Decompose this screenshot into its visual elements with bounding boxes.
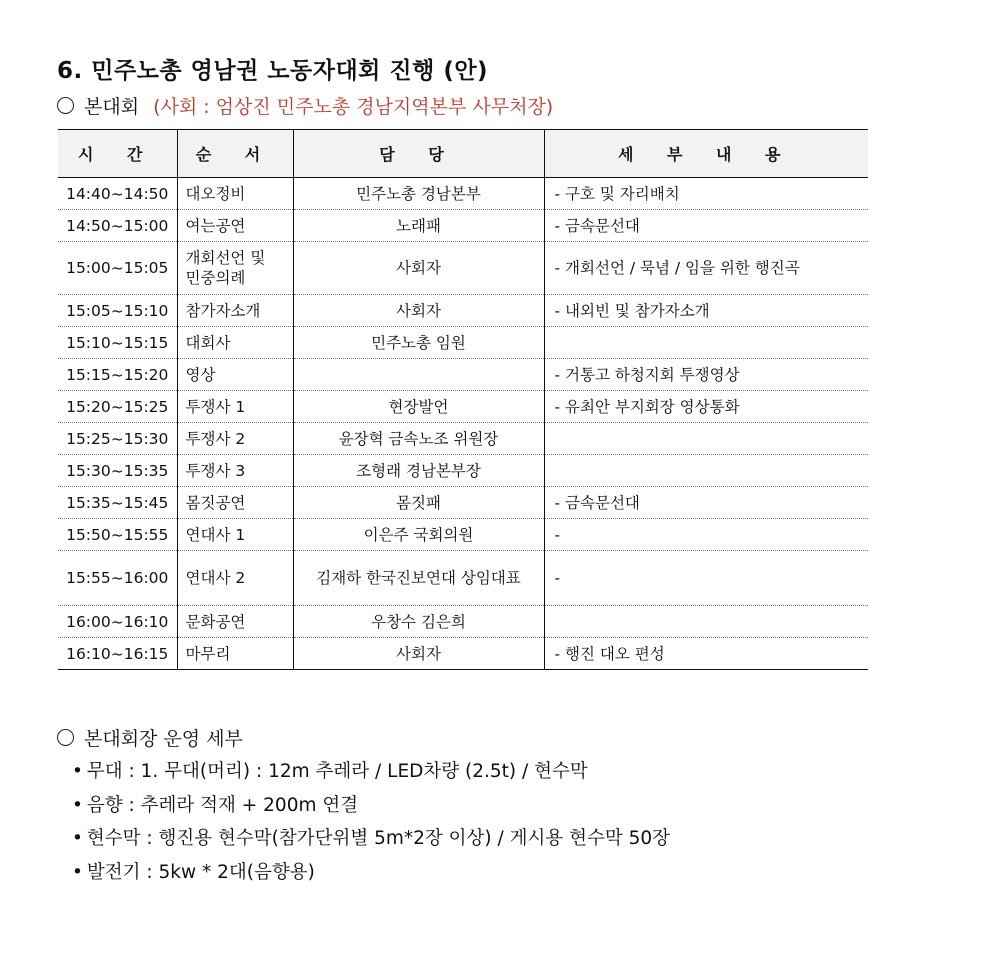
table-row [58,551,868,606]
header-time: 시 간 [58,130,177,178]
table-row [58,327,868,359]
table-row [58,487,868,519]
circle-bullet-icon [57,97,74,114]
list-item-text: 현수막 : 행진용 현수막(참가단위별 5m*2장 이상) / 게시용 현수막 50장 [86,828,671,849]
schedule-table [58,129,868,670]
cell-order: 개회선언 및 민중의례 [177,242,293,295]
bullet-icon: • [72,794,83,816]
header-detail: 세 부 내 용 [544,130,868,178]
cell-detail [544,606,868,638]
cell-person [293,359,544,391]
cell-time: 15:15~15:20 [58,359,177,391]
cell-order: 투쟁사 1 [177,391,293,423]
table-row [58,242,868,295]
cell-time: 15:00~15:05 [58,242,177,295]
page-title: 6. 민주노총 영남권 노동자대회 진행 (안) [57,58,489,84]
cell-detail [544,327,868,359]
cell-detail: - 구호 및 자리배치 [544,178,868,210]
cell-time: 15:35~15:45 [58,487,177,519]
operations-heading [57,724,243,751]
list-item [72,822,670,856]
cell-detail: - 개회선언 / 묵념 / 임을 위한 행진곡 [544,242,868,295]
cell-detail: - 행진 대오 편성 [544,638,868,670]
cell-detail [544,423,868,455]
cell-person: 사회자 [293,242,544,295]
cell-time: 15:55~16:00 [58,551,177,606]
cell-order: 대오정비 [177,178,293,210]
operations-label: 본대회장 운영 세부 [84,728,243,750]
table-row [58,606,868,638]
table-row [58,519,868,551]
cell-detail: - 금속문선대 [544,487,868,519]
cell-time: 15:05~15:10 [58,295,177,327]
table-row [58,178,868,210]
list-item-text: 발전기 : 5kw * 2대(음향용) [86,861,315,883]
list-item [72,789,670,823]
cell-time: 15:25~15:30 [58,423,177,455]
table-row [58,638,868,670]
table-row [58,455,868,487]
table-row [58,210,868,242]
cell-time: 15:10~15:15 [58,327,177,359]
cell-order: 연대사 2 [177,551,293,606]
cell-detail: - [544,519,868,551]
cell-detail: - 내외빈 및 참가자소개 [544,295,868,327]
cell-person: 이은주 국회의원 [293,519,544,551]
cell-person: 현장발언 [293,391,544,423]
header-person: 담 당 [293,130,544,178]
cell-time: 14:40~14:50 [58,178,177,210]
list-item-text: 무대 : 1. 무대(머리) : 12m 추레라 / LED차량 (2.5t) / 현수막 [86,761,588,782]
cell-person: 노래패 [293,210,544,242]
cell-person: 김재하 한국진보연대 상임대표 [293,551,544,606]
bullet-icon: • [72,828,83,849]
cell-order: 투쟁사 3 [177,455,293,487]
table-row [58,423,868,455]
cell-order: 투쟁사 2 [177,423,293,455]
cell-order: 마무리 [177,638,293,670]
cell-person: 사회자 [293,295,544,327]
cell-time: 15:20~15:25 [58,391,177,423]
schedule-body [58,178,868,670]
cell-time: 16:00~16:10 [58,606,177,638]
table-row [58,391,868,423]
cell-person: 몸짓패 [293,487,544,519]
cell-person: 민주노총 경남본부 [293,178,544,210]
cell-person: 조형래 경남본부장 [293,455,544,487]
cell-person: 민주노총 임원 [293,327,544,359]
list-item [72,755,670,789]
cell-detail: - 금속문선대 [544,210,868,242]
cell-order: 영상 [177,359,293,391]
cell-person: 사회자 [293,638,544,670]
cell-time: 15:30~15:35 [58,455,177,487]
cell-detail: - [544,551,868,606]
table-row [58,359,868,391]
cell-person: 윤장혁 금속노조 위원장 [293,423,544,455]
header-order: 순 서 [177,130,293,178]
cell-order: 대회사 [177,327,293,359]
cell-person: 우창수 김은희 [293,606,544,638]
cell-detail [544,455,868,487]
operations-list [72,755,670,889]
list-item-text: 음향 : 추레라 적재 + 200m 연결 [86,794,359,816]
cell-order: 몸짓공연 [177,487,293,519]
circle-bullet-icon [57,729,74,746]
cell-order: 연대사 1 [177,519,293,551]
main-session-heading [57,92,553,119]
mc-info: (사회 : 엄상진 민주노총 경남지역본부 사무처장) [153,96,554,118]
bullet-icon: • [72,761,83,782]
table-row [58,295,868,327]
cell-detail: - 유최안 부지회장 영상통화 [544,391,868,423]
table-header-row [58,130,868,178]
cell-order: 문화공연 [177,606,293,638]
cell-order: 여는공연 [177,210,293,242]
cell-time: 15:50~15:55 [58,519,177,551]
main-session-label: 본대회 [84,96,140,118]
cell-time: 14:50~15:00 [58,210,177,242]
bullet-icon: • [72,861,83,883]
cell-order: 참가자소개 [177,295,293,327]
list-item [72,856,670,890]
cell-time: 16:10~16:15 [58,638,177,670]
cell-detail: - 거통고 하청지회 투쟁영상 [544,359,868,391]
